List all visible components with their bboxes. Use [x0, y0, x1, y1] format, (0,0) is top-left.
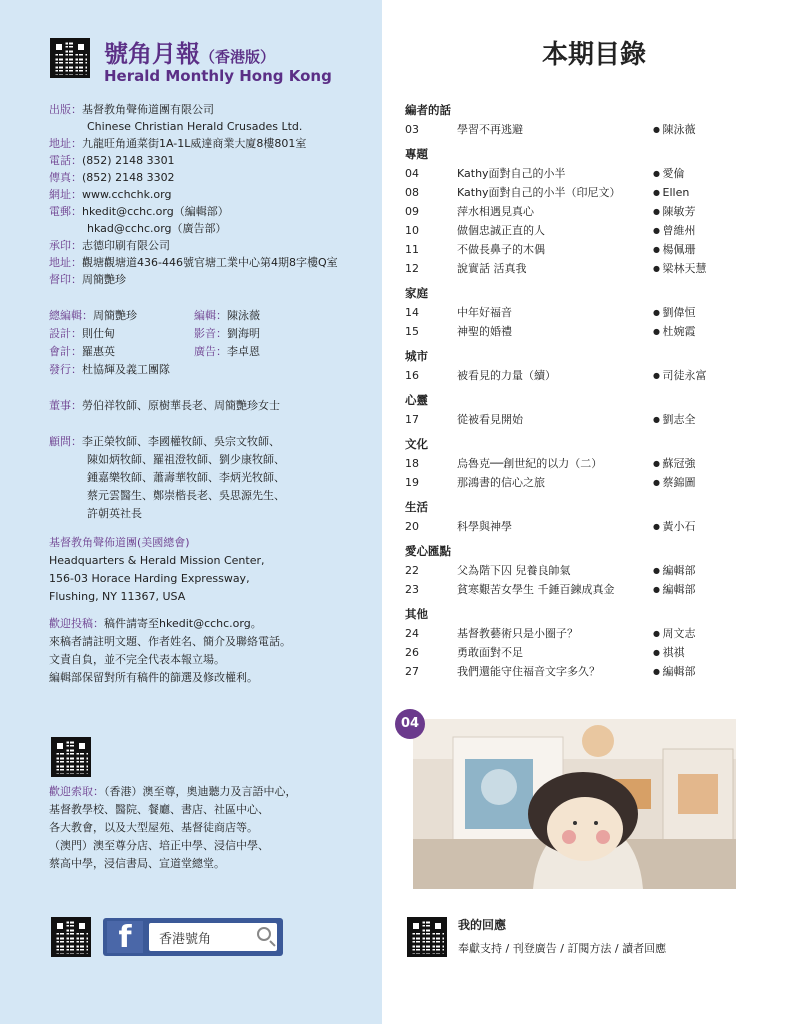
directors: 董事：勞伯祥牧師、原樹華長老、周簡艷珍女士 — [49, 399, 280, 412]
toc-article-title[interactable]: 科學與神學 — [457, 520, 512, 533]
toc-section-title: 文化 — [405, 437, 428, 451]
toc-entry[interactable] — [405, 410, 725, 429]
staff-row — [49, 343, 260, 361]
staff-label: 設計： — [49, 327, 82, 340]
toc-page-number: 03 — [405, 123, 419, 136]
publisher-label: 地址： — [49, 137, 82, 150]
distribution-line: 蔡高中學，浸信書局、宣道堂總堂。 — [49, 857, 225, 870]
publisher-line — [49, 271, 338, 288]
advisor-names: 許朝英社長 — [87, 507, 142, 520]
toc-section-title: 愛心匯點 — [405, 544, 451, 558]
toc-author: ● 劉偉恒 — [653, 303, 725, 322]
toc-page-number: 10 — [405, 224, 419, 237]
publisher-value: (852) 2148 3302 — [82, 171, 175, 184]
exhibition-photo — [413, 719, 736, 889]
toc-author: ● 曾維州 — [653, 221, 725, 240]
staff-label: 總編輯： — [49, 309, 93, 322]
staff-cell — [194, 325, 260, 343]
toc-author: ● 祺祺 — [653, 643, 725, 662]
toc-author: ● 司徒永富 — [653, 366, 725, 385]
publisher-line — [49, 101, 338, 118]
staff-label: 會計： — [49, 345, 82, 358]
toc-entry[interactable] — [405, 366, 725, 385]
toc-page-number: 24 — [405, 627, 419, 640]
publisher-label: 網址： — [49, 188, 82, 201]
toc-author: ● 編輯部 — [653, 662, 725, 681]
toc-author: ● 梁林天慧 — [653, 259, 725, 278]
toc-article-title[interactable]: 做個忠誠正直的人 — [457, 224, 545, 237]
toc-page-number: 19 — [405, 476, 419, 489]
facebook-icon: f — [107, 921, 143, 953]
staff-label: 廣告： — [194, 345, 227, 358]
masthead-title: 號角月報（香港版） — [104, 40, 276, 68]
toc-author: ● 陳敏芳 — [653, 202, 725, 221]
toc-entry[interactable] — [405, 322, 725, 341]
submission-text: 稿件請寄至hkedit@cchc.org。 — [104, 617, 262, 630]
staff-name: 劉海明 — [227, 327, 260, 340]
toc-author: ● 愛倫 — [653, 164, 725, 183]
cover-photo — [413, 719, 736, 889]
staff-label: 影音： — [194, 327, 227, 340]
publisher-label: 電話： — [49, 154, 82, 167]
toc-page-number: 16 — [405, 369, 419, 382]
toc-article-title[interactable]: 說實話 活真我 — [457, 262, 527, 275]
distribution-line — [49, 783, 297, 801]
toc-page-number: 18 — [405, 457, 419, 470]
toc-article-title[interactable]: 中年好福音 — [457, 306, 512, 319]
toc-entry[interactable] — [405, 303, 725, 322]
publisher-value: 周簡艷珍 — [82, 273, 126, 286]
staff-name: 陳泳薇 — [227, 309, 260, 322]
reply-qr-code[interactable] — [407, 917, 447, 957]
staff-row — [49, 361, 260, 379]
toc-entry[interactable] — [405, 259, 725, 278]
staff-cell — [49, 325, 194, 343]
staff-name: 杜協輝及義工團隊 — [82, 363, 170, 376]
masthead-qr-code[interactable] — [50, 38, 90, 78]
staff-name: 李卓恩 — [227, 345, 260, 358]
toc-article-title[interactable]: 從被看見開始 — [457, 413, 523, 426]
magnifier-icon — [257, 927, 271, 941]
submission-line: 來稿者請註明文題、作者姓名、簡介及聯絡電話。 — [49, 635, 291, 648]
publisher-line — [49, 254, 338, 271]
toc-page-number: 08 — [405, 186, 419, 199]
toc-page-number: 17 — [405, 413, 419, 426]
publisher-line — [49, 220, 338, 237]
publisher-info — [49, 101, 338, 288]
toc-article-title[interactable]: 神聖的婚禮 — [457, 325, 512, 338]
toc-entry[interactable] — [405, 183, 725, 202]
staff-cell — [49, 361, 194, 379]
toc-entry[interactable] — [405, 662, 725, 681]
hq-address — [49, 534, 265, 606]
masthead-title-en: Herald Monthly Hong Kong — [104, 67, 332, 85]
toc-section-title: 家庭 — [405, 286, 428, 300]
submission-line: 文責自負，並不完全代表本報立場。 — [49, 653, 225, 666]
staff-cell — [194, 343, 260, 361]
advisor-names: 蔡元雲醫生、鄭崇楷長老、吳思源先生、 — [87, 489, 285, 502]
distribution-line: 各大教會，以及大型屋苑、基督徒商店等。 — [49, 821, 258, 834]
hq-line: Headquarters & Herald Mission Center, — [49, 554, 265, 567]
toc-entry[interactable] — [405, 454, 725, 473]
publisher-line — [49, 186, 338, 203]
toc-article-title[interactable]: 學習不再逃避 — [457, 123, 523, 136]
toc-entry[interactable] — [405, 120, 725, 139]
staff-cell — [194, 307, 260, 325]
toc-article-title[interactable]: 我們還能守住福音文字多久？ — [457, 665, 600, 678]
toc-author: ● 杜婉霞 — [653, 322, 725, 341]
publisher-value: 九龍旺角通菜街1A-1L威達商業大廈8樓801室 — [82, 137, 307, 150]
toc-page-number: 12 — [405, 262, 419, 275]
distribution-label: 歡迎索取： — [49, 785, 104, 798]
toc-page-number: 15 — [405, 325, 419, 338]
publisher-value: hkedit@cchc.org（編輯部） — [82, 205, 229, 218]
toc-entry[interactable] — [405, 240, 725, 259]
publisher-label: 出版： — [49, 103, 82, 116]
staff-cell — [49, 343, 194, 361]
toc-section-title: 編者的話 — [405, 103, 451, 117]
toc-author: ● 編輯部 — [653, 580, 725, 599]
toc-article-title[interactable]: 不做長鼻子的木偶 — [457, 243, 545, 256]
staff-label: 發行： — [49, 363, 82, 376]
publisher-label: 地址： — [49, 256, 82, 269]
staff-list — [49, 307, 260, 379]
toc-article-title[interactable]: 烏魯克──創世紀的以力（二） — [457, 457, 603, 470]
publisher-value: 觀塘觀塘道436-446號官塘工業中心第4期8字樓Q室 — [82, 256, 338, 269]
toc-entry[interactable] — [405, 473, 725, 492]
toc-section-title: 城市 — [405, 349, 428, 363]
publisher-label: 承印： — [49, 239, 82, 252]
toc-entry[interactable] — [405, 643, 725, 662]
publisher-value: 志德印刷有限公司 — [82, 239, 170, 252]
publisher-label: 電郵： — [49, 205, 82, 218]
toc-page-number: 14 — [405, 306, 419, 319]
publisher-line — [49, 203, 338, 220]
toc-author: ● 蘇冠強 — [653, 454, 725, 473]
toc-article-title[interactable]: 基督教藝術只是小圈子？ — [457, 627, 578, 640]
toc-entry[interactable] — [405, 202, 725, 221]
toc-entry[interactable] — [405, 561, 725, 580]
toc-author: ● 陳泳薇 — [653, 120, 725, 139]
advisor-line — [49, 433, 285, 451]
toc-list — [405, 101, 725, 681]
hq-title: 基督教角聲佈道團(美國總會) — [49, 536, 190, 549]
staff-label: 編輯： — [194, 309, 227, 322]
publisher-label: 傳真： — [49, 171, 82, 184]
advisors — [49, 433, 285, 523]
toc-entry[interactable] — [405, 517, 725, 536]
publisher-line — [49, 118, 338, 135]
toc-article-title[interactable]: 那鴻書的信心之旅 — [457, 476, 545, 489]
toc-page-number: 23 — [405, 583, 419, 596]
advisor-names: 鍾嘉樂牧師、蕭壽華牧師、李炳光牧師、 — [87, 471, 285, 484]
toc-author: ● 楊佩珊 — [653, 240, 725, 259]
toc-author: ● 編輯部 — [653, 561, 725, 580]
toc-page-number: 11 — [405, 243, 419, 256]
toc-entry[interactable] — [405, 580, 725, 599]
toc-page-number: 27 — [405, 665, 419, 678]
advisor-line — [49, 451, 285, 469]
toc-page-number: 20 — [405, 520, 419, 533]
publisher-label: 督印： — [49, 273, 82, 286]
toc-section-title: 生活 — [405, 500, 428, 514]
toc-author: ● 劉志全 — [653, 410, 725, 429]
toc-author: ● Ellen — [653, 183, 725, 202]
staff-name: 周簡艷珍 — [93, 309, 137, 322]
publisher-value: 基督教角聲佈道團有限公司 — [82, 103, 214, 116]
publisher-line — [49, 135, 338, 152]
publisher-value: Chinese Christian Herald Crusades Ltd. — [87, 120, 303, 133]
toc-entry[interactable] — [405, 221, 725, 240]
distribution-line: 基督教學校、醫院、餐廳、書店、社區中心、 — [49, 803, 269, 816]
toc-article-title[interactable]: Kathy面對自己的小半（印尼文） — [457, 186, 621, 199]
advisor-line — [49, 469, 285, 487]
submission-label: 歡迎投稿： — [49, 617, 104, 630]
toc-section-title: 專題 — [405, 147, 428, 161]
publisher-value: www.cchchk.org — [82, 188, 172, 201]
publisher-value: hkad@cchc.org（廣告部） — [87, 222, 227, 235]
toc-article-title[interactable]: 萍水相遇見真心 — [457, 205, 534, 218]
toc-author: ● 黃小石 — [653, 517, 725, 536]
publisher-line — [49, 237, 338, 254]
toc-page-number: 04 — [405, 167, 419, 180]
hq-line: 156-03 Horace Harding Expressway, — [49, 572, 250, 585]
submissions — [49, 615, 291, 687]
submission-line — [49, 615, 291, 633]
facebook-banner[interactable] — [103, 918, 283, 956]
hq-line: Flushing, NY 11367, USA — [49, 590, 186, 603]
reply-title: 我的回應 — [458, 918, 507, 932]
distribution — [49, 783, 297, 873]
advisor-line — [49, 505, 285, 523]
toc-page-number: 09 — [405, 205, 419, 218]
toc-article-title[interactable]: 貧寒艱苦女學生 千錘百鍊成真金 — [457, 583, 615, 596]
distribution-line: （澳門）澳至尊分店、培正中學、浸信中學、 — [49, 839, 269, 852]
toc-title: 本期目錄 — [542, 40, 647, 70]
publisher-value: (852) 2148 3301 — [82, 154, 175, 167]
toc-section-title: 其他 — [405, 607, 428, 621]
publisher-line — [49, 169, 338, 186]
info-panel — [0, 0, 382, 1024]
facebook-search-box[interactable] — [149, 923, 277, 951]
facebook-qr-code[interactable] — [51, 917, 91, 957]
advisor-names: 陳如炳牧師、羅祖澄牧師、劉少康牧師、 — [87, 453, 285, 466]
advisor-names: 李正榮牧師、李國權牧師、吳宗文牧師、 — [82, 435, 280, 448]
toc-page-number: 22 — [405, 564, 419, 577]
toc-section-title: 心靈 — [405, 393, 428, 407]
toc-author: ● 周文志 — [653, 624, 725, 643]
distribution-qr-code[interactable] — [51, 737, 91, 777]
toc-page-number: 26 — [405, 646, 419, 659]
submission-line: 編輯部保留對所有稿件的篩選及修改權利。 — [49, 671, 258, 684]
staff-row — [49, 307, 260, 325]
toc-entry[interactable] — [405, 164, 725, 183]
toc-entry[interactable] — [405, 624, 725, 643]
staff-name: 則仕甸 — [82, 327, 115, 340]
reply-links[interactable]: 奉獻支持 / 刊登廣告 / 訂閱方法 / 讀者回應 — [458, 942, 667, 955]
toc-author: ● 蔡錦圖 — [653, 473, 725, 492]
toc-article-title[interactable]: Kathy面對自己的小半 — [457, 167, 566, 180]
staff-name: 羅惠英 — [82, 345, 115, 358]
staff-cell — [49, 307, 194, 325]
publisher-line — [49, 152, 338, 169]
page-badge: 04 — [395, 709, 425, 739]
advisors-label: 顧問： — [49, 435, 82, 448]
toc-article-title[interactable]: 被看見的力量（續） — [457, 369, 556, 382]
advisor-line — [49, 487, 285, 505]
toc-article-title[interactable]: 勇敢面對不足 — [457, 646, 523, 659]
distribution-text: （香港）澳至尊，奧迪聽力及言語中心， — [104, 785, 297, 798]
facebook-page-name: 香港號角 — [159, 932, 212, 947]
staff-row — [49, 325, 260, 343]
toc-article-title[interactable]: 父為階下囚 兒養良帥氣 — [457, 564, 571, 577]
